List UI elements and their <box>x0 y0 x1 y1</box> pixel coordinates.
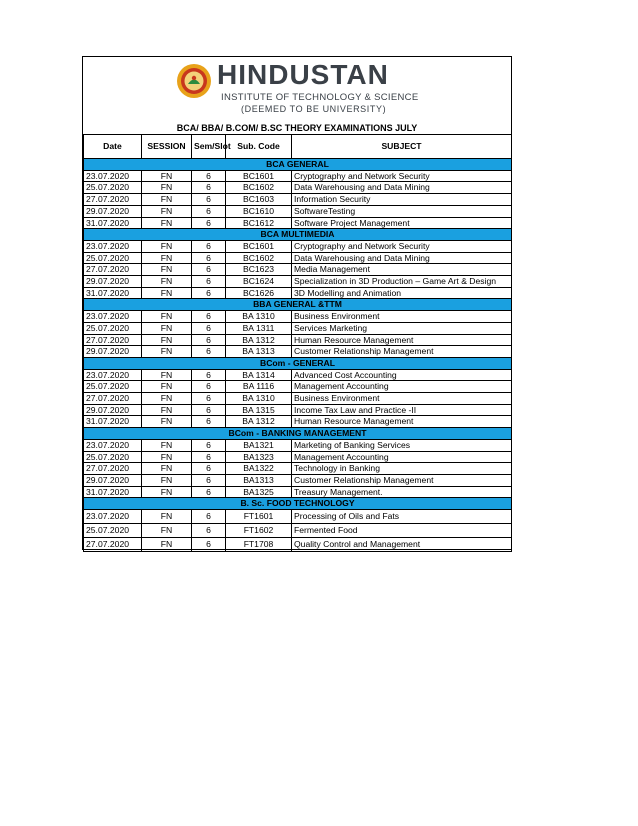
exam-title: BCA/ BBA/ B.COM/ B.SC THEORY EXAMINATIONS JULY <box>176 123 418 133</box>
column-header-subject-code: Sub. Code <box>226 135 292 159</box>
timetable-body <box>84 159 512 552</box>
subject-code-cell: BA 1312 <box>226 334 292 346</box>
subject-cell: Business Environment <box>292 393 512 405</box>
table-row <box>84 439 512 451</box>
session-cell: FN <box>142 416 192 428</box>
subject-cell: Management Accounting <box>292 451 512 463</box>
session-cell: FN <box>142 240 192 252</box>
table-row <box>84 170 512 182</box>
subject-code-cell: BC1626 <box>226 287 292 299</box>
session-cell: FN <box>142 393 192 405</box>
subject-code-cell: BC1602 <box>226 252 292 264</box>
table-row <box>84 334 512 346</box>
session-cell: FN <box>142 451 192 463</box>
table-row <box>84 486 512 498</box>
subject-cell: Data Warehousing and Data Mining <box>292 182 512 194</box>
session-cell: FN <box>142 381 192 393</box>
date-cell: 25.07.2020 <box>84 322 142 334</box>
table-row <box>84 346 512 358</box>
subject-code-cell: BC1601 <box>226 170 292 182</box>
date-cell: 23.07.2020 <box>84 510 142 524</box>
semester-cell: 6 <box>192 252 226 264</box>
date-cell: 23.07.2020 <box>84 240 142 252</box>
column-header-session: SESSION <box>142 135 192 159</box>
table-row <box>84 240 512 252</box>
semester-cell: 6 <box>192 170 226 182</box>
semester-cell: 6 <box>192 276 226 288</box>
date-cell: 29.07.2020 <box>84 346 142 358</box>
subject-cell: Services Marketing <box>292 322 512 334</box>
date-cell: 31.07.2020 <box>84 287 142 299</box>
date-cell: 29.07.2020 <box>84 205 142 217</box>
date-cell: 29.07.2020 <box>84 276 142 288</box>
semester-cell: 6 <box>192 369 226 381</box>
section-header-row <box>84 159 512 171</box>
semester-cell: 6 <box>192 205 226 217</box>
semester-cell: 6 <box>192 474 226 486</box>
session-cell: FN <box>142 510 192 524</box>
table-row <box>84 182 512 194</box>
date-cell: 29.07.2020 <box>84 474 142 486</box>
subject-code-cell: BC1602 <box>226 182 292 194</box>
subject-cell: Fermented Food <box>292 524 512 538</box>
date-cell: 25.07.2020 <box>84 381 142 393</box>
subject-cell: Processing of Oils and Fats <box>292 510 512 524</box>
subject-cell: Customer Relationship Management <box>292 474 512 486</box>
session-cell: FN <box>142 474 192 486</box>
date-cell: 23.07.2020 <box>84 170 142 182</box>
session-cell: FN <box>142 486 192 498</box>
section-header-row <box>84 498 512 510</box>
semester-cell: 6 <box>192 381 226 393</box>
date-cell: 27.07.2020 <box>84 538 142 552</box>
subject-code-cell: BA 1312 <box>226 416 292 428</box>
table-row <box>84 393 512 405</box>
session-cell: FN <box>142 439 192 451</box>
table-row <box>84 194 512 206</box>
institute-subtitle: INSTITUTE OF TECHNOLOGY & SCIENCE <box>221 92 419 103</box>
semester-cell: 6 <box>192 486 226 498</box>
subject-cell: Information Security <box>292 194 512 206</box>
subject-cell: SoftwareTesting <box>292 205 512 217</box>
section-title: BCom - BANKING MANAGEMENT <box>84 428 512 440</box>
section-title: BCA MULTIMEDIA <box>84 229 512 241</box>
session-cell: FN <box>142 369 192 381</box>
session-cell: FN <box>142 524 192 538</box>
subject-code-cell: BA 1116 <box>226 381 292 393</box>
session-cell: FN <box>142 276 192 288</box>
table-row <box>84 381 512 393</box>
semester-cell: 6 <box>192 416 226 428</box>
table-header-row <box>84 135 512 159</box>
section-title: BBA GENERAL &TTM <box>84 299 512 311</box>
session-cell: FN <box>142 264 192 276</box>
table-row <box>84 276 512 288</box>
semester-cell: 6 <box>192 334 226 346</box>
table-row <box>84 217 512 229</box>
date-cell: 27.07.2020 <box>84 393 142 405</box>
semester-cell: 6 <box>192 194 226 206</box>
date-cell: 23.07.2020 <box>84 439 142 451</box>
section-title: BCom - GENERAL <box>84 357 512 369</box>
table-row <box>84 538 512 552</box>
semester-cell: 6 <box>192 182 226 194</box>
subject-code-cell: BA1322 <box>226 463 292 475</box>
institute-deemed-note: (DEEMED TO BE UNIVERSITY) <box>241 104 387 114</box>
session-cell: FN <box>142 346 192 358</box>
date-cell: 31.07.2020 <box>84 416 142 428</box>
subject-cell: Business Environment <box>292 311 512 323</box>
date-cell: 27.07.2020 <box>84 463 142 475</box>
subject-code-cell: BC1623 <box>226 264 292 276</box>
table-row <box>84 264 512 276</box>
subject-cell: Treasury Management. <box>292 486 512 498</box>
subject-cell: Customer Relationship Management <box>292 346 512 358</box>
date-cell: 23.07.2020 <box>84 369 142 381</box>
semester-cell: 6 <box>192 322 226 334</box>
session-cell: FN <box>142 404 192 416</box>
section-header-row <box>84 428 512 440</box>
subject-cell: Software Project Management <box>292 217 512 229</box>
date-cell: 27.07.2020 <box>84 194 142 206</box>
date-cell: 25.07.2020 <box>84 182 142 194</box>
session-cell: FN <box>142 322 192 334</box>
subject-cell: Quality Control and Management <box>292 538 512 552</box>
semester-cell: 6 <box>192 346 226 358</box>
subject-cell: 3D Modelling and Animation <box>292 287 512 299</box>
section-header-row <box>84 299 512 311</box>
semester-cell: 6 <box>192 311 226 323</box>
table-row <box>84 322 512 334</box>
date-cell: 25.07.2020 <box>84 252 142 264</box>
semester-cell: 6 <box>192 538 226 552</box>
date-cell: 29.07.2020 <box>84 404 142 416</box>
subject-code-cell: BA 1311 <box>226 322 292 334</box>
subject-cell: Specialization in 3D Production – Game Art & Design <box>292 276 512 288</box>
subject-code-cell: BA 1313 <box>226 346 292 358</box>
table-row <box>84 451 512 463</box>
subject-cell: Data Warehousing and Data Mining <box>292 252 512 264</box>
subject-code-cell: BA1325 <box>226 486 292 498</box>
semester-cell: 6 <box>192 524 226 538</box>
table-row <box>84 524 512 538</box>
semester-cell: 6 <box>192 451 226 463</box>
section-header-row <box>84 357 512 369</box>
session-cell: FN <box>142 252 192 264</box>
session-cell: FN <box>142 205 192 217</box>
table-row <box>84 416 512 428</box>
subject-cell: Technology in Banking <box>292 463 512 475</box>
date-cell: 25.07.2020 <box>84 451 142 463</box>
subject-code-cell: BA1313 <box>226 474 292 486</box>
subject-cell: Cryptography and Network Security <box>292 170 512 182</box>
table-row <box>84 510 512 524</box>
session-cell: FN <box>142 287 192 299</box>
semester-cell: 6 <box>192 240 226 252</box>
subject-code-cell: BA 1315 <box>226 404 292 416</box>
subject-code-cell: BA 1310 <box>226 393 292 405</box>
column-header-subject: SUBJECT <box>292 135 512 159</box>
subject-cell: Human Resource Management <box>292 416 512 428</box>
date-cell: 27.07.2020 <box>84 264 142 276</box>
table-row <box>84 205 512 217</box>
session-cell: FN <box>142 463 192 475</box>
subject-cell: Cryptography and Network Security <box>292 240 512 252</box>
subject-cell: Management Accounting <box>292 381 512 393</box>
session-cell: FN <box>142 334 192 346</box>
session-cell: FN <box>142 194 192 206</box>
semester-cell: 6 <box>192 287 226 299</box>
table-row <box>84 404 512 416</box>
semester-cell: 6 <box>192 264 226 276</box>
institute-header <box>83 57 511 133</box>
subject-cell: Media Management <box>292 264 512 276</box>
semester-cell: 6 <box>192 393 226 405</box>
subject-code-cell: FT1708 <box>226 538 292 552</box>
column-header-date: Date <box>84 135 142 159</box>
date-cell: 25.07.2020 <box>84 524 142 538</box>
subject-code-cell: FT1601 <box>226 510 292 524</box>
session-cell: FN <box>142 217 192 229</box>
date-cell: 31.07.2020 <box>84 217 142 229</box>
subject-code-cell: BC1610 <box>226 205 292 217</box>
subject-cell: Human Resource Management <box>292 334 512 346</box>
subject-cell: Income Tax Law and Practice -II <box>292 404 512 416</box>
table-row <box>84 311 512 323</box>
session-cell: FN <box>142 182 192 194</box>
table-row <box>84 287 512 299</box>
institute-seal-logo <box>176 63 212 99</box>
semester-cell: 6 <box>192 463 226 475</box>
exam-schedule-sheet <box>82 56 512 550</box>
session-cell: FN <box>142 538 192 552</box>
section-title: B. Sc. FOOD TECHNOLOGY <box>84 498 512 510</box>
subject-code-cell: BA 1314 <box>226 369 292 381</box>
subject-code-cell: BC1624 <box>226 276 292 288</box>
semester-cell: 6 <box>192 439 226 451</box>
date-cell: 27.07.2020 <box>84 334 142 346</box>
date-cell: 31.07.2020 <box>84 486 142 498</box>
semester-cell: 6 <box>192 217 226 229</box>
subject-code-cell: BC1603 <box>226 194 292 206</box>
subject-code-cell: BA1321 <box>226 439 292 451</box>
semester-cell: 6 <box>192 510 226 524</box>
subject-cell: Advanced Cost Accounting <box>292 369 512 381</box>
subject-code-cell: BC1612 <box>226 217 292 229</box>
section-title: BCA GENERAL <box>84 159 512 171</box>
table-row <box>84 369 512 381</box>
table-row <box>84 463 512 475</box>
table-row <box>84 252 512 264</box>
subject-code-cell: FT1602 <box>226 524 292 538</box>
column-header-semester: Sem/Slot <box>192 135 226 159</box>
exam-timetable <box>83 134 512 552</box>
date-cell: 23.07.2020 <box>84 311 142 323</box>
institute-name: HINDUSTAN <box>217 59 389 90</box>
section-header-row <box>84 229 512 241</box>
table-row <box>84 474 512 486</box>
session-cell: FN <box>142 170 192 182</box>
subject-code-cell: BA 1310 <box>226 311 292 323</box>
subject-code-cell: BC1601 <box>226 240 292 252</box>
session-cell: FN <box>142 311 192 323</box>
semester-cell: 6 <box>192 404 226 416</box>
subject-code-cell: BA1323 <box>226 451 292 463</box>
subject-cell: Marketing of Banking Services <box>292 439 512 451</box>
